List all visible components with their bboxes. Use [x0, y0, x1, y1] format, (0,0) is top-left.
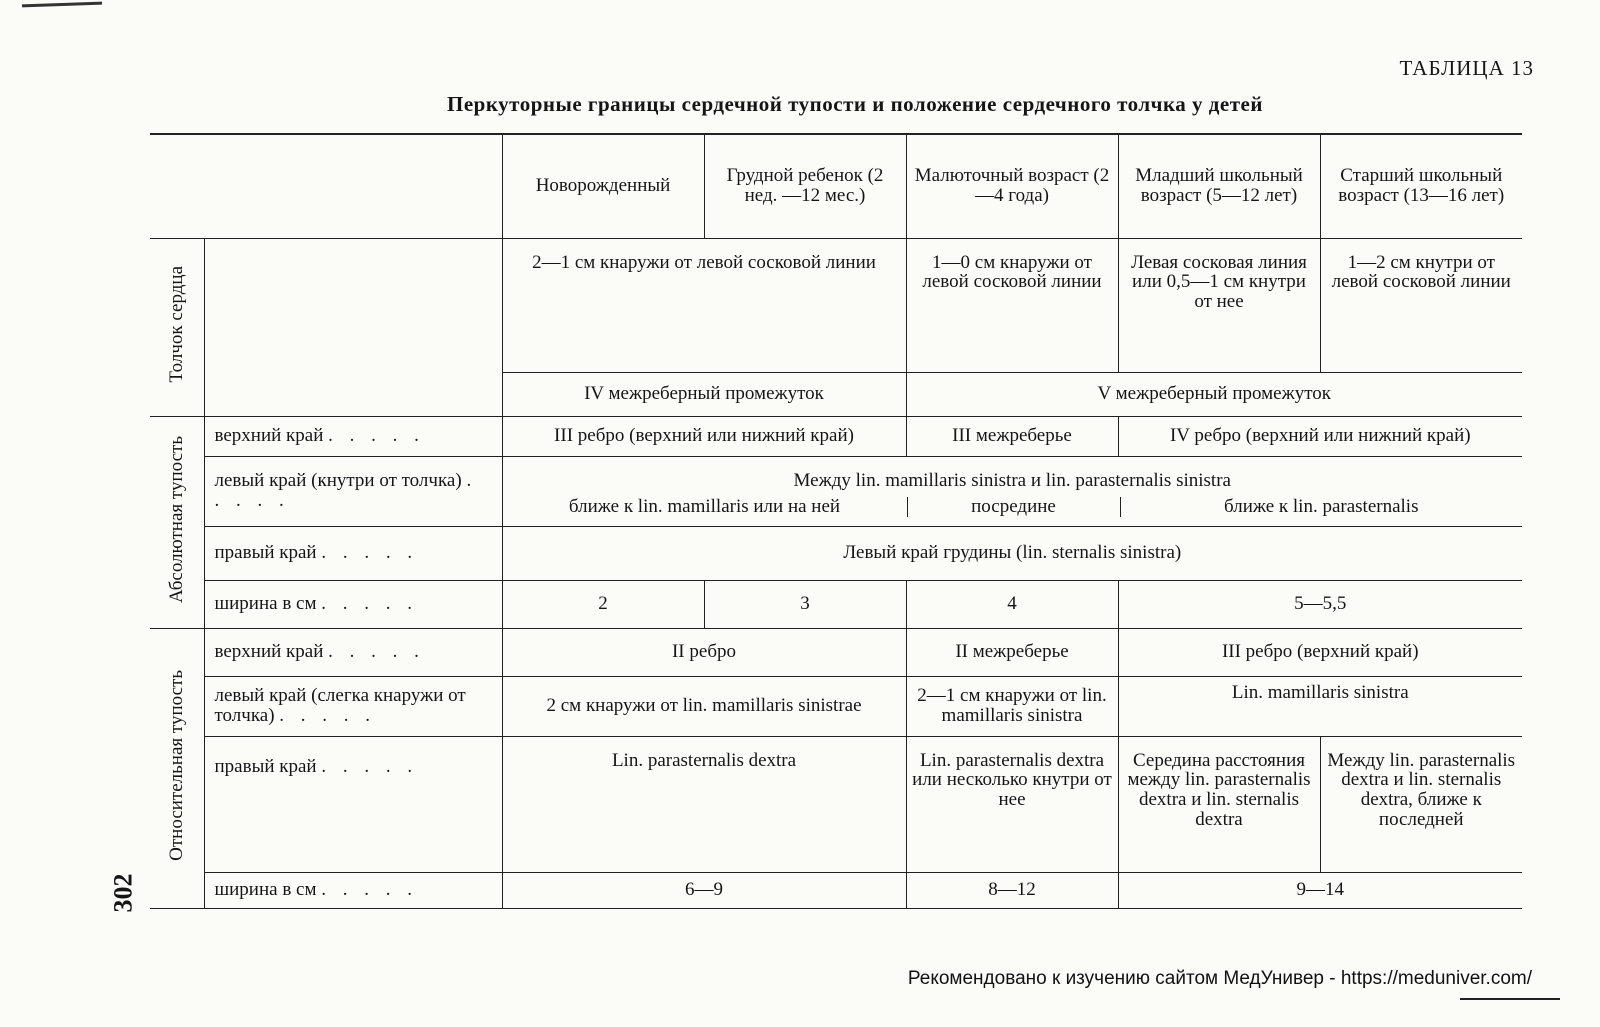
- heart-beat-newborn-infant: 2—1 см кнаружи от левой сосковой линии: [502, 238, 906, 372]
- table-number: ТАБЛИЦА 13: [1399, 56, 1534, 80]
- absolute-upper-label: верхний край . . . . .: [204, 416, 502, 456]
- header-infant: Грудной ребенок (2 нед. —12 мес.): [704, 134, 906, 238]
- absolute-left-early: ближе к lin. mamillaris или на ней: [503, 497, 908, 517]
- group-heart-beat: Толчок сердца: [150, 238, 204, 416]
- absolute-width-toddler: 4: [906, 580, 1118, 628]
- header-toddler: Малюточный возраст (2—4 года): [906, 134, 1118, 238]
- absolute-upper-toddler: III межреберье: [906, 416, 1118, 456]
- header-row: [150, 134, 1522, 238]
- absolute-upper-row: [150, 416, 1522, 456]
- table-title: Перкуторные границы сердечной тупости и положение сердечного толчка у детей: [447, 92, 1263, 116]
- relative-right-row: [150, 736, 1522, 872]
- relative-left-early: 2 см кнаружи от lin. mamillaris sinistrae: [502, 676, 906, 736]
- header-junior-school: Младший школьный возраст (5—12 лет): [1118, 134, 1320, 238]
- absolute-right-row: [150, 526, 1522, 580]
- intercostal-early: IV межреберный промежуток: [502, 372, 906, 416]
- absolute-left-label: левый край (кнутри от толчка) . . . . .: [204, 456, 502, 526]
- footer-underline: [1460, 998, 1560, 1000]
- absolute-width-label: ширина в см . . . . .: [204, 580, 502, 628]
- absolute-upper-early: III ребро (верхний или нижний край): [502, 416, 906, 456]
- intercostal-late: V межреберный промежуток: [906, 372, 1522, 416]
- heart-beat-toddler: 1—0 см кнаружи от левой сосковой линии: [906, 238, 1118, 372]
- group-relative-dullness: Относительная тупость: [150, 628, 204, 908]
- heart-beat-row: [150, 238, 1522, 372]
- relative-right-label: правый край . . . . .: [204, 736, 502, 872]
- absolute-right-all: Левый край грудины (lin. sternalis sinistra): [502, 526, 1522, 580]
- relative-width-label: ширина в см . . . . .: [204, 872, 502, 908]
- group-absolute-dullness: Абсолютная тупость: [150, 416, 204, 628]
- heart-beat-empty-cell: [204, 238, 502, 416]
- relative-width-late: 9—14: [1118, 872, 1522, 908]
- relative-upper-label: верхний край . . . . .: [204, 628, 502, 676]
- absolute-left-sub: [503, 497, 1523, 517]
- relative-upper-row: [150, 628, 1522, 676]
- absolute-left-toddler: посредине: [908, 497, 1121, 517]
- absolute-left-cell: [502, 456, 1522, 526]
- relative-upper-late: III ребро (верхний край): [1118, 628, 1522, 676]
- header-newborn: Новорожденный: [502, 134, 704, 238]
- absolute-left-common: Между lin. mamillaris sinistra и lin. parasternalis sinistra: [793, 470, 1231, 492]
- relative-right-junior: Середина расстояния между lin. parasternalis dextra и lin. sternalis dextra: [1118, 736, 1320, 872]
- relative-width-row: [150, 872, 1522, 908]
- relative-right-toddler: Lin. parasternalis dextra или несколько кнутри от нее: [906, 736, 1118, 872]
- absolute-width-infant: 3: [704, 580, 906, 628]
- absolute-width-late: 5—5,5: [1118, 580, 1522, 628]
- percussion-table: [150, 133, 1522, 909]
- relative-left-row: [150, 676, 1522, 736]
- relative-upper-toddler: II межреберье: [906, 628, 1118, 676]
- side-page-number: 302: [108, 873, 138, 913]
- heart-beat-senior: 1—2 см кнутри от левой сосковой линии: [1320, 238, 1522, 372]
- relative-left-toddler: 2—1 см кнаружи от lin. mamillaris sinistra: [906, 676, 1118, 736]
- header-senior-school: Старший школьный возраст (13—16 лет): [1320, 134, 1522, 238]
- relative-right-senior: Между lin. parasternalis dextra и lin. sternalis dextra, ближе к последней: [1320, 736, 1522, 872]
- absolute-left-late: ближе к lin. parasternalis: [1224, 496, 1419, 517]
- relative-width-toddler: 8—12: [906, 872, 1118, 908]
- relative-upper-early: II ребро: [502, 628, 906, 676]
- relative-width-early: 6—9: [502, 872, 906, 908]
- absolute-left-row: [150, 456, 1522, 526]
- heart-beat-junior: Левая сосковая линия или 0,5—1 см кнутри от нее: [1118, 238, 1320, 372]
- relative-left-label: левый край (слегка кнаружи от толчка) . . . . .: [204, 676, 502, 736]
- absolute-width-row: [150, 580, 1522, 628]
- absolute-right-label: правый край . . . . .: [204, 526, 502, 580]
- absolute-upper-late: IV ребро (верхний или нижний край): [1118, 416, 1522, 456]
- header-empty-cell: [150, 134, 502, 238]
- footer-link[interactable]: Рекомендовано к изучению сайтом МедУнивер - https://meduniver.com/: [907, 968, 1532, 989]
- absolute-width-newborn: 2: [502, 580, 704, 628]
- relative-right-early: Lin. parasternalis dextra: [502, 736, 906, 872]
- scan-artifact-line: [22, 2, 102, 8]
- relative-left-late: Lin. mamillaris sinistra: [1118, 676, 1522, 736]
